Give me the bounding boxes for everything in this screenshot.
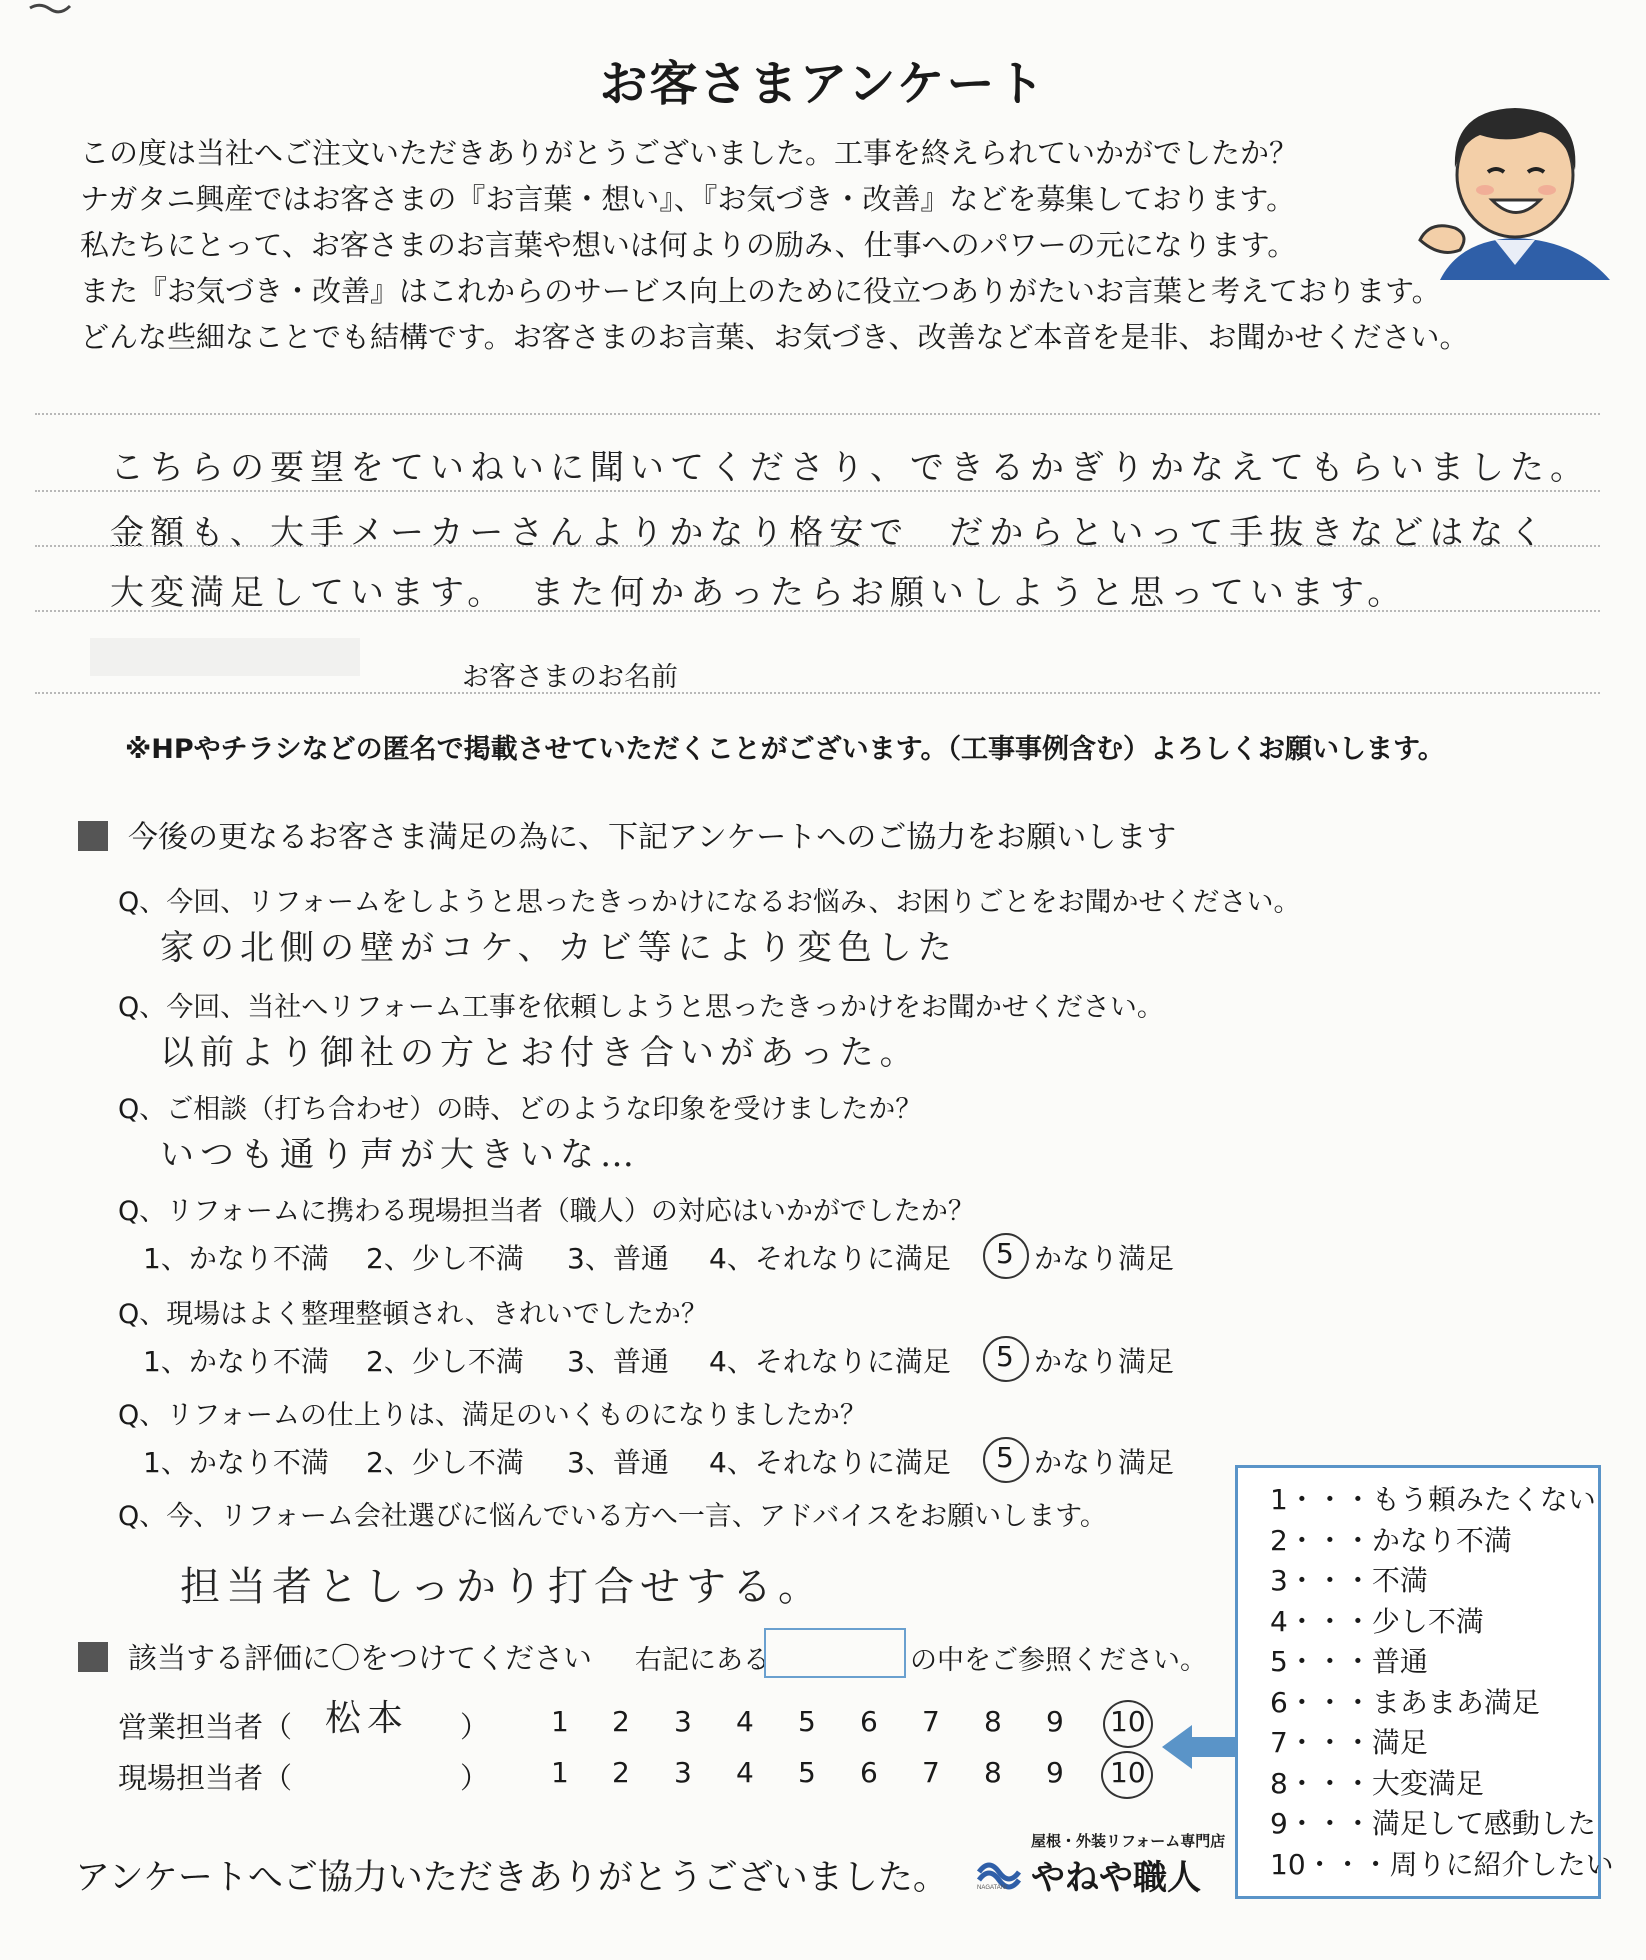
site-score-numbers	[0, 1756, 1200, 1796]
scale-option-2[interactable]: 2、少し不満	[366, 1345, 524, 1378]
customer-comment-line: 大変満足しています。 また何かあったらお願いしようと思っています。	[110, 573, 1408, 613]
staff-mascot-illustration	[1400, 90, 1630, 280]
scale-option-5-text[interactable]: かなり満足	[1034, 1446, 1175, 1479]
legend-item: 6・・・まあまあ満足	[1270, 1685, 1540, 1719]
left-arrow-icon	[1160, 1722, 1235, 1772]
legend-item: 9・・・満足して感動した	[1270, 1807, 1596, 1840]
publication-notice: ※HPやチラシなどの匿名で掲載させていただくことがございます。（工事事例含む）よろしくお願いします。	[125, 734, 1445, 765]
rating-reference-before: 右記にある	[635, 1645, 770, 1676]
selected-circle-mark	[983, 1336, 1029, 1382]
scale-option-4[interactable]: 4、それなりに満足	[709, 1446, 951, 1479]
intro-line: どんな些細なことでも結構です。お客さまのお言葉、お気づき、改善など本音を是非、お聞かせください。	[80, 320, 1469, 354]
score-number[interactable]: 2	[612, 1756, 630, 1789]
section-square-icon	[78, 821, 108, 851]
intro-text	[80, 130, 1469, 360]
legend-item: 4・・・少し不満	[1270, 1604, 1484, 1638]
selected-circle-mark	[1101, 1751, 1153, 1799]
logo-small-text: NAGATANI	[977, 1885, 1007, 1890]
rating-heading-text: 該当する評価に〇をつけてください	[128, 1641, 593, 1675]
selected-circle-mark	[983, 1233, 1029, 1279]
answer-2: 以前より御社の方とお付き合いがあった。	[160, 1033, 920, 1073]
question-2: Q、今回、当社へリフォーム工事を依頼しようと思ったきっかけをお聞かせください。	[118, 992, 1164, 1023]
scale-option-3[interactable]: 3、普通	[567, 1446, 669, 1479]
score-number[interactable]: 6	[860, 1756, 878, 1789]
comment-rule	[35, 610, 1600, 612]
answer-3: いつも通り声が大きいな…	[160, 1135, 640, 1175]
answer-1: 家の北側の壁がコケ、カビ等により変色した	[160, 928, 958, 968]
comment-rule	[35, 545, 1600, 547]
brand-name: やねや職人	[1031, 1858, 1201, 1898]
survey-heading-text: 今後の更なるお客さま満足の為に、下記アンケートへのご協力をお願いします	[128, 820, 1177, 855]
score-number[interactable]: 3	[674, 1756, 692, 1789]
score-number[interactable]: 6	[860, 1705, 878, 1738]
question-3: Q、ご相談（打ち合わせ）の時、どのような印象を受けましたか？	[118, 1094, 923, 1125]
score-number[interactable]: 1	[551, 1705, 569, 1738]
reference-box	[764, 1628, 906, 1678]
sales-score-numbers	[0, 1705, 1200, 1745]
close-paren: ）	[460, 1761, 490, 1795]
close-paren: ）	[460, 1710, 490, 1744]
scale-option-5-number[interactable]: 5	[996, 1237, 1014, 1270]
comment-rule	[35, 413, 1600, 415]
intro-line: この度は当社へご注文いただきありがとうございました。工事を終えられていかがでしたか？	[80, 136, 1299, 170]
scale-option-1[interactable]: 1、かなり不満	[143, 1446, 329, 1479]
scale-option-5-text[interactable]: かなり満足	[1034, 1242, 1175, 1275]
score-number[interactable]: 1	[551, 1756, 569, 1789]
customer-name-redacted	[90, 638, 360, 676]
score-number[interactable]: 10	[1110, 1705, 1146, 1738]
scale-option-1[interactable]: 1、かなり不満	[143, 1242, 329, 1275]
customer-name-label: お客さまのお名前	[462, 662, 678, 693]
scale-option-1[interactable]: 1、かなり不満	[143, 1345, 329, 1378]
legend-item: 3・・・不満	[1270, 1564, 1428, 1597]
scale-option-5-number[interactable]: 5	[996, 1441, 1014, 1474]
rating-scale-q5	[143, 1340, 1183, 1380]
scale-option-4[interactable]: 4、それなりに満足	[709, 1242, 951, 1275]
legend-item: 10・・・周りに紹介したい	[1270, 1847, 1614, 1881]
brand-tagline: 屋根・外装リフォーム専門店	[1031, 1832, 1226, 1850]
score-number[interactable]: 9	[1046, 1756, 1064, 1789]
customer-comment-line: こちらの要望をていねいに聞いてくださり、できるかぎりかなえてもらいました。	[110, 448, 1590, 488]
score-number[interactable]: 9	[1046, 1705, 1064, 1738]
comment-rule	[35, 490, 1600, 492]
scale-option-5-text[interactable]: かなり満足	[1034, 1345, 1175, 1378]
scale-option-2[interactable]: 2、少し不満	[366, 1242, 524, 1275]
sales-staff-name: 松本	[325, 1698, 410, 1739]
score-number[interactable]: 7	[922, 1756, 940, 1789]
sales-staff-label: 営業担当者（	[118, 1710, 293, 1744]
question-1: Q、今回、リフォームをしようと思ったきっかけになるお悩み、お困りごとをお聞かせください。	[118, 887, 1301, 918]
intro-line: また『お気づき・改善』はこれからのサービス向上のために役立つありがたいお言葉と考えております。	[80, 274, 1441, 308]
score-number[interactable]: 4	[736, 1705, 754, 1738]
rating-reference-after: の中をご参照ください。	[910, 1645, 1207, 1676]
name-rule	[35, 692, 1600, 694]
rating-scale-q4	[143, 1237, 1183, 1277]
intro-line: ナガタニ興産ではお客さまの『お言葉・想い』、『お気づき・改善』などを募集しております。	[80, 182, 1296, 216]
rating-legend-box	[1235, 1465, 1614, 1899]
question-5: Q、現場はよく整理整頓され、きれいでしたか？	[118, 1299, 708, 1330]
page-title: お客さまアンケート	[599, 56, 1047, 112]
legend-item: 8・・・大変満足	[1270, 1766, 1484, 1800]
score-number[interactable]: 8	[984, 1705, 1002, 1738]
site-staff-label: 現場担当者（	[118, 1761, 293, 1795]
legend-item: 1・・・もう頼みたくない	[1270, 1483, 1596, 1516]
section-square-icon	[78, 1642, 108, 1672]
legend-item: 7・・・満足	[1270, 1726, 1428, 1759]
customer-comment-line: 金額も、大手メーカーさんよりかなり格安で だからといって手抜きなどはなく	[110, 513, 1550, 553]
survey-section-heading	[78, 812, 1176, 856]
intro-line: 私たちにとって、お客さまのお言葉や想いは何よりの励み、仕事へのパワーの元になります。	[80, 228, 1297, 262]
score-number[interactable]: 2	[612, 1705, 630, 1738]
question-4: Q、リフォームに携わる現場担当者（職人）の対応はいかがでしたか？	[118, 1196, 975, 1227]
legend-item: 2・・・かなり不満	[1270, 1523, 1512, 1557]
scale-option-3[interactable]: 3、普通	[567, 1345, 669, 1378]
score-number[interactable]: 5	[798, 1705, 816, 1738]
selected-circle-mark	[983, 1437, 1029, 1483]
rating-scale-q6	[143, 1441, 1183, 1481]
score-number[interactable]: 4	[736, 1756, 754, 1789]
score-number[interactable]: 8	[984, 1756, 1002, 1789]
scale-option-5-number[interactable]: 5	[996, 1340, 1014, 1373]
scale-option-4[interactable]: 4、それなりに満足	[709, 1345, 951, 1378]
question-6: Q、リフォームの仕上りは、満足のいくものになりましたか？	[118, 1400, 867, 1431]
wave-logo-icon	[975, 1850, 1027, 1890]
thank-you-message: アンケートへご協力いただきありがとうございました。	[75, 1858, 948, 1898]
selected-circle-mark	[1103, 1700, 1153, 1748]
scale-option-3[interactable]: 3、普通	[567, 1242, 669, 1275]
corner-pen-mark	[0, 0, 110, 14]
score-number[interactable]: 7	[922, 1705, 940, 1738]
score-number[interactable]: 3	[674, 1705, 692, 1738]
answer-7: 担当者としっかり打合せする。	[180, 1564, 824, 1610]
legend-item: 5・・・普通	[1270, 1645, 1428, 1678]
brand-block	[975, 1830, 1226, 1898]
scale-option-2[interactable]: 2、少し不満	[366, 1446, 524, 1479]
question-7: Q、今、リフォーム会社選びに悩んでいる方へ一言、アドバイスをお願いします。	[118, 1501, 1107, 1532]
score-number[interactable]: 10	[1110, 1756, 1146, 1789]
score-number[interactable]: 5	[798, 1756, 816, 1789]
rating-section-heading	[78, 1636, 592, 1677]
